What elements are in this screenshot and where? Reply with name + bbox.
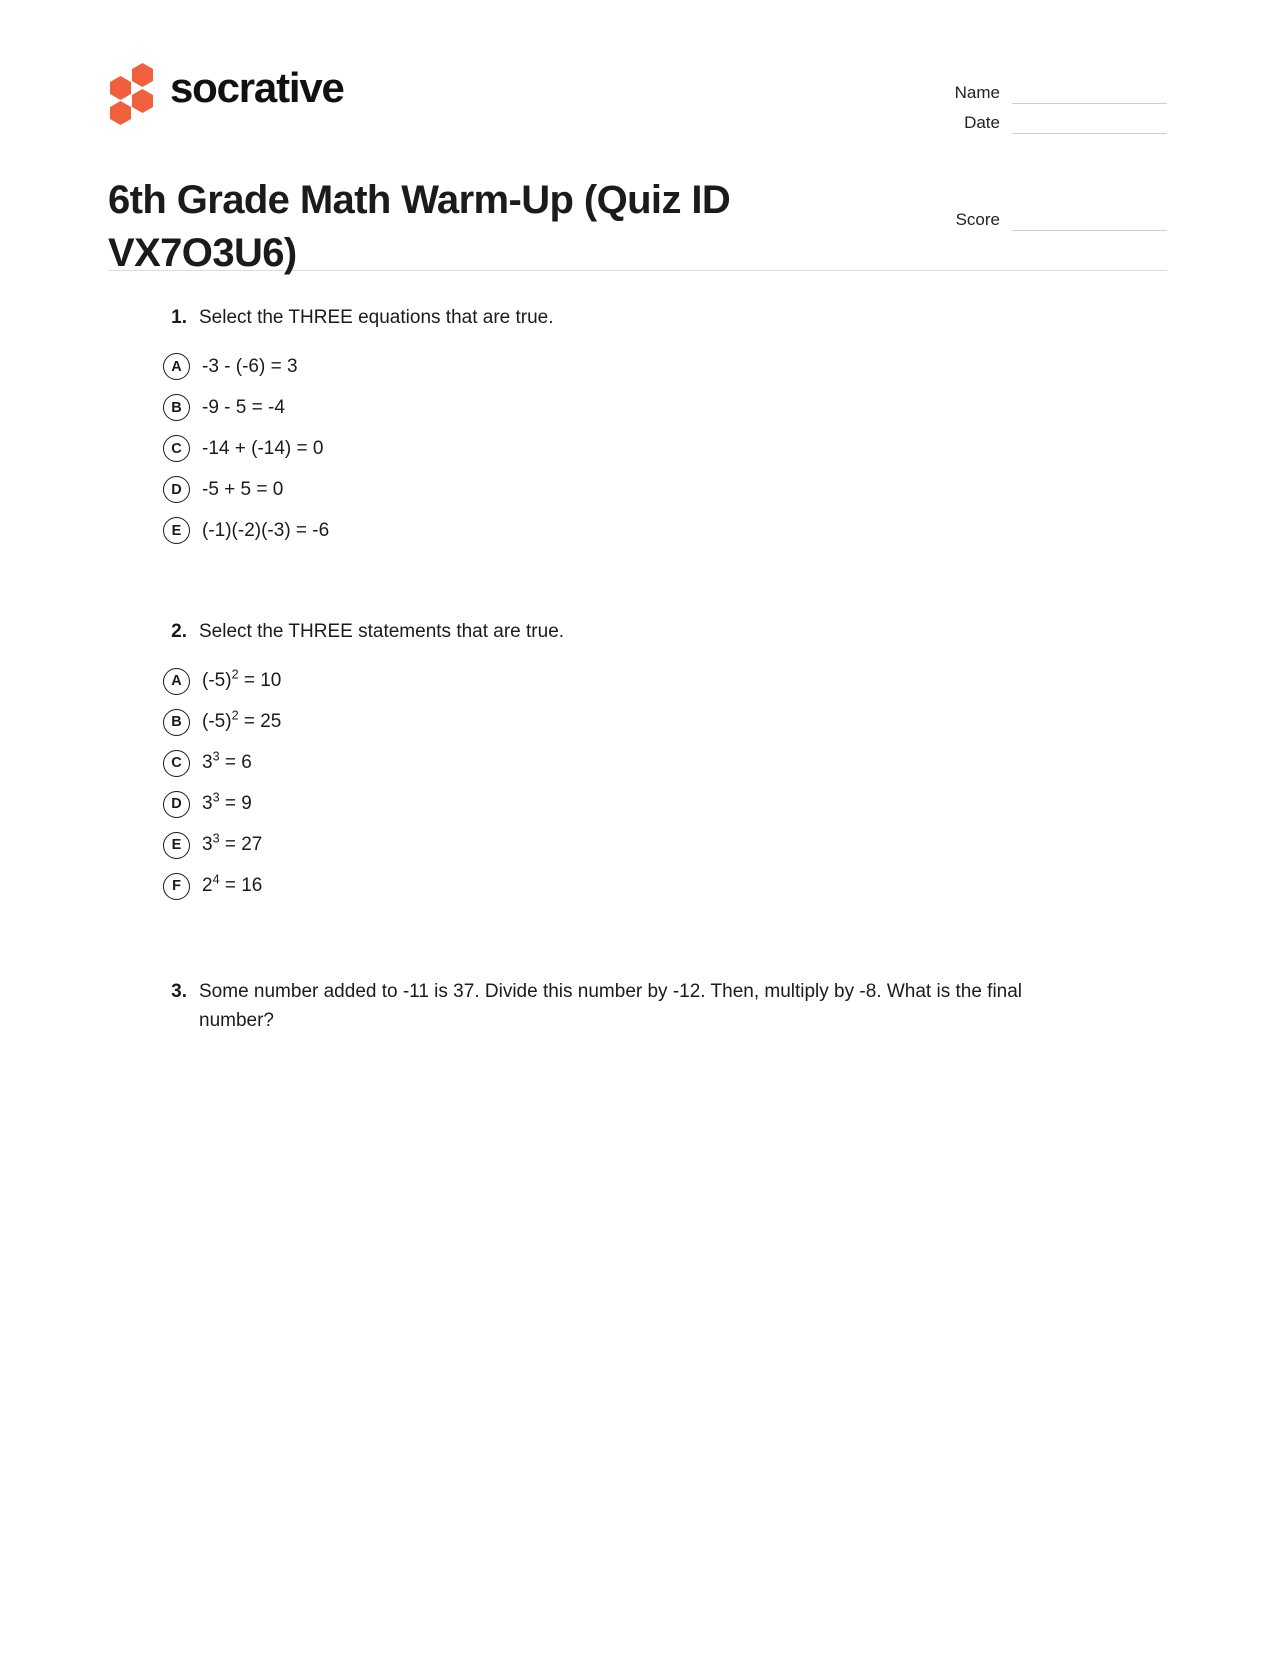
option-text	[202, 709, 281, 736]
question-3	[108, 977, 1167, 1036]
option-base: 2	[202, 875, 213, 897]
hexagon-cluster-icon	[108, 63, 156, 115]
option-bubble-c[interactable]: C	[163, 435, 190, 462]
hexagon-icon	[110, 76, 131, 100]
option-row[interactable]	[108, 469, 1167, 510]
option-tail: = 25	[238, 711, 282, 733]
option-row[interactable]	[108, 702, 1167, 743]
option-text: (-1)(-2)(-3) = -6	[202, 519, 330, 541]
option-base: 3	[202, 793, 213, 815]
name-write-in-line[interactable]	[1012, 102, 1167, 104]
option-row[interactable]	[108, 784, 1167, 825]
date-write-in-line[interactable]	[1012, 132, 1167, 134]
option-text	[202, 791, 252, 818]
hexagon-icon	[132, 63, 153, 87]
score-write-in-line[interactable]	[1012, 229, 1167, 231]
option-row[interactable]	[108, 346, 1167, 387]
option-row[interactable]	[108, 387, 1167, 428]
option-row[interactable]	[108, 661, 1167, 702]
question-3-prompt: Some number added to -11 is 37. Divide this number by -12. Then, multiply by -8. What is the final number?	[199, 980, 1023, 1032]
option-text: -3 - (-6) = 3	[202, 355, 298, 377]
option-tail: = 6	[219, 752, 252, 774]
hexagon-icon	[110, 101, 131, 125]
question-gap	[108, 947, 1167, 977]
page-title: 6th Grade Math Warm-Up (Quiz ID VX7O3U6)	[108, 178, 731, 275]
option-text: -14 + (-14) = 0	[202, 437, 324, 459]
question-2-options	[108, 661, 1167, 907]
name-field-row	[927, 74, 1167, 104]
option-text: -9 - 5 = -4	[202, 396, 285, 418]
option-exponent: 3	[212, 749, 220, 764]
question-1-prompt: Select the THREE equations that are true.	[199, 307, 554, 328]
question-1-head	[108, 303, 1167, 332]
question-2-head	[108, 617, 1167, 646]
option-bubble-d[interactable]: D	[163, 476, 190, 503]
option-bubble-a[interactable]: A	[163, 353, 190, 380]
name-label: Name	[954, 83, 1000, 102]
hexagon-icon	[132, 89, 153, 113]
question-1-number: 1.	[171, 307, 187, 328]
option-row[interactable]	[108, 428, 1167, 469]
date-label: Date	[964, 113, 1000, 132]
option-base: (-5)	[202, 670, 232, 692]
score-field-row	[927, 201, 1167, 231]
brand-and-title	[108, 56, 808, 306]
option-row[interactable]	[108, 866, 1167, 907]
question-2-number: 2.	[171, 621, 187, 643]
option-text	[202, 668, 281, 695]
option-text	[202, 750, 252, 777]
option-bubble-a[interactable]: A	[163, 668, 190, 695]
question-1-options	[108, 346, 1167, 551]
option-text	[202, 873, 262, 900]
option-exponent: 3	[212, 790, 220, 805]
option-base: (-5)	[202, 711, 232, 733]
option-base: 3	[202, 834, 213, 856]
option-bubble-b[interactable]: B	[163, 394, 190, 421]
option-row[interactable]	[108, 510, 1167, 551]
score-label: Score	[955, 210, 1000, 229]
option-base: 3	[202, 752, 213, 774]
option-bubble-f[interactable]: F	[163, 873, 190, 900]
student-info-fields	[927, 56, 1167, 231]
question-gap	[108, 591, 1167, 617]
option-text	[202, 832, 262, 859]
option-tail: = 16	[219, 875, 263, 897]
question-1	[108, 303, 1167, 551]
option-tail: = 27	[219, 834, 263, 856]
option-bubble-e[interactable]: E	[163, 832, 190, 859]
questions-list	[108, 271, 1167, 1036]
socrative-logo	[108, 60, 808, 118]
question-3-number: 3.	[171, 980, 187, 1002]
option-bubble-c[interactable]: C	[163, 750, 190, 777]
brand-wordmark: socrative	[170, 64, 344, 111]
option-exponent: 3	[212, 831, 220, 846]
option-exponent: 2	[231, 708, 239, 723]
option-bubble-b[interactable]: B	[163, 709, 190, 736]
option-tail: = 10	[238, 670, 282, 692]
option-exponent: 4	[212, 872, 220, 887]
question-2	[108, 617, 1167, 906]
option-tail: = 9	[219, 793, 252, 815]
date-field-row	[927, 104, 1167, 134]
question-2-prompt: Select the THREE statements that are true.	[199, 621, 565, 643]
option-row[interactable]	[108, 825, 1167, 866]
option-bubble-d[interactable]: D	[163, 791, 190, 818]
page-header	[108, 56, 1167, 275]
option-text: -5 + 5 = 0	[202, 478, 284, 500]
option-exponent: 2	[231, 667, 239, 682]
option-row[interactable]	[108, 743, 1167, 784]
option-bubble-e[interactable]: E	[163, 517, 190, 544]
question-3-head	[108, 977, 1167, 1036]
